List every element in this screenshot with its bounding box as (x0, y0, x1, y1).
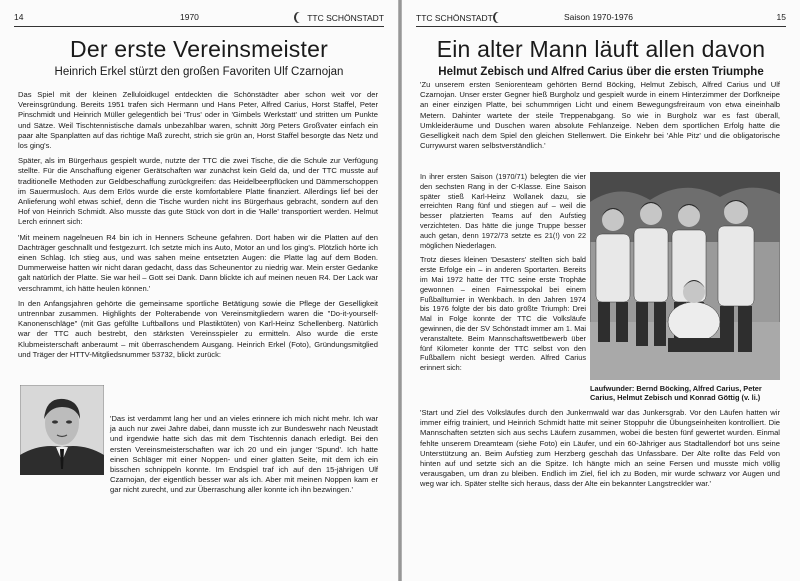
left-paragraph-4: In den Anfangsjahren gehörte die gemeinsame sportliche Betätigung sowie die Pflege der Geselligkeit untrennbar zusammen. Highlights der Polterabende von Vereinsmitgliedern waren die "Do-it-yourself-Kanonenschläge" (mit Gas gefüllte Luftballons und Plastiktüten) von Karl-Heinz Schellenberg. Natürlich war der TTC auch bestrebt, den stärksten Vereinsspieler zu ermitteln. Also wurde die erste Klubmeisterschaft anberaumt – mit überraschendem Ausgang. Heinrich Erkel (Foto), Gründungsmitglied und Träger der HTTV-Mitgliedsnummer 53732, blickt zurück: (18, 298, 378, 359)
left-header-brand (296, 12, 384, 23)
right-header-brand (416, 12, 506, 23)
left-page (0, 0, 398, 581)
right-page-number: 15 (776, 12, 786, 22)
right-header-brand-text: TTC SCHÖNSTADT (416, 13, 493, 23)
left-paragraph-4-start (18, 299, 378, 360)
right-article-title: Ein alter Mann läuft allen davon (436, 36, 766, 62)
right-header (416, 12, 786, 26)
right-paragraph-3: Trotz dieses kleinen 'Desasters' stellten sich bald erste Erfolge ein – in anderen Sportarten. Bereits im Mai 1972 hatte der TTC seine erste Trophäe gewonnen – einen Fairnesspokal bei einem Fußballturnier in Wenkbach. In den Jahren 1974 bis 1976 folgte der bis dato größte Triumph: Drei Mal in Folge konnte der TTC die Volksläufe gewinnen, die der SV Schönstadt immer am 1. Mai veranstaltete. Beim Mannschaftswettbewerb über fünf Kilometer konnte der TTC selbst von den Fußballern nicht besiegt werden. Alfred Carius erinnert sich: (420, 255, 586, 373)
left-article-body-bottom (110, 414, 378, 501)
crescent-moon-icon (296, 12, 305, 23)
crescent-moon-icon (495, 12, 504, 23)
left-header-brand-text: TTC SCHÖNSTADT (307, 13, 384, 23)
left-header (14, 12, 384, 26)
right-paragraph-1: 'Zu unserem ersten Seniorenteam gehörten Bernd Böcking, Helmut Zebisch, Alfred Carius und Ulf Czarnojan. Unser erster Gegner hieß Burgholz und gespielt wurde in einem Hinterzimmer der Dorfkneipe an einer einzigen Platte, bei schummrigen Licht und einem Bewegungsfreiraum von etwa eineinhalb Metern. Dahinter wartete der steile Treppenabgang. So wie in Burgholz war es fast überall, Umkleideräume und Duschen waren absolute Fehlanzeige. Neben dem sportlichen Erfolg hatte die Geselligkeit nach dem Spiel den gleichen Stellenwert. Die Einkehr bei 'Ahle Pitz' und die obligatorische Currywurst waren selbstverständlich.' (420, 80, 780, 151)
right-article-body-bottom (420, 408, 780, 495)
left-article-title: Der erste Vereinsmeister (70, 36, 328, 62)
erkel-portrait-photo (20, 385, 104, 475)
right-paragraph-4: 'Start und Ziel des Volksläufes durch den Junkernwald war das Junkersgrab. Vor den Läufen hatten wir immer eifrig trainiert, und Heinrich Schmidt hatte mit seiner Stoppuhr die Übungseinheiten kontrolliert. Die Mannschaften setzten sich aus sechs Läufern zusammen, wobei die besten fünf gewertet wurden. Einmal fehlte unserem Dreamteam (siehe Foto) ein Läufer, und ein 60-Jähriger aus Stadtallendorf bot uns seine Unterstützung an. Beim Aufstieg zum Herzberg geschah das Unfassbare. Der Alte rollte das Feld von hinten auf und setzte sich an die Spitze. Ich hängte mich an seine Fersen und musste mich völlig verausgaben, um dran zu bleiben. Endlich im Ziel, fiel ich zu Boden, mir wurde schwarz vor Augen und weg war ich. Später stellte sich heraus, dass der Alte ein bekannter Langstreckler war.' (420, 408, 780, 489)
team-runners-photo (590, 172, 780, 380)
right-article-body-column (420, 172, 586, 378)
left-article-body-top (18, 90, 378, 360)
team-photo-illustration (590, 172, 780, 380)
right-article-body-top (420, 80, 780, 156)
left-header-year: 1970 (180, 12, 199, 22)
left-page-number: 14 (14, 12, 24, 22)
left-paragraph-1: Das Spiel mit der kleinen Zelluloidkugel entdeckten die Schönstädter aber schon weit vor der Vereinsgründung. Bereits 1951 trafen sich Hermann und Hans Peter, Alfred Carius, Horst Staffel, Peter Pinschmidt und Heinrich Müller gelegentlich bei 'Trus' oder in 'Gimbels Werkstatt' und stritten um Punkte und Sätze. Weil Tischtennistische damals unbezahlbar waren, schnitt Jörg Peters Großvater einfach ein paar alte Spanplatten auf das richtige Maß zurecht, strich sie grün an, Horst Staffel besorgte das Netz und los ging's. (18, 90, 378, 151)
right-page (402, 0, 800, 581)
left-paragraph-2: Später, als im Bürgerhaus gespielt wurde, nutzte der TTC die zwei Tische, die die Schule zur Verfügung stellte. Für die Anschaffung eigener Gerätschaften war zunächst kein Geld da, und der TTC musste auf traditionelle Methoden zur Geldbeschaffung zurückgreifen: das Heidelbeerpflücken und Dämmerschoppen im Sauermusloch. Aus dem Erlös wurde die erste komfortablere Platte finanziert. Allerdings lief bei der Anlieferung wohl etwas schief, denn die Tische wurden nicht ins Bürgerhaus gebracht, sondern auf den Hof von Heinrich Schmidt. Also musste das gute Stück von dort in die 'Halle' transportiert werden. Helmut Lerch erinnert sich: (18, 156, 378, 227)
portrait-illustration (20, 385, 104, 475)
right-paragraph-2: In ihrer ersten Saison (1970/71) belegten die vier den sechsten Rang in der C-Klasse. Eine Saison später stieß Karl-Heinz Wollanek dazu, sie erreichten Rang fünf und stiegen auf – weil die besser platzierten Teams auf den Aufstieg verzichteten. Das hätte die junge Truppe besser auch getan, denn 1972/73 setzte es 21(!) von 22 möglichen Niederlagen. (420, 172, 586, 250)
left-paragraph-5: 'Das ist verdammt lang her und an vieles erinnere ich mich nicht mehr. Ich war ja auch nur zwei Jahre dabei, dann musste ich zur Bundeswehr nach Neustadt und irgendwie hatte sich das mit dem Tischtennis danach erledigt. Bei den ersten Vereinsmeisterschaften war ich 20 und ein junger 'Spund'. Ich hatte einen Schläger mit einer Noppen- und einer glatten Seite, mit dem ich ein bisschen schnippeln konnte. Im Endspiel traf ich auf den 15-jährigen Ulf Czarnojan, der eigentlich besser war als ich. Aber mit meinen Noppen kam er gar nicht zurecht, und zur Überraschung aller konnte ich ihn bezwingen.' (110, 414, 378, 495)
left-paragraph-3: 'Mit meinem nagelneuen R4 bin ich in Henners Scheune gefahren. Dort haben wir die Platten auf den Dachträger geschnallt und festgezurrt. Ich setzte mich ins Auto, Motor an und los ging's. Plötzlich hörte ich einen Schlag. Ich stieg aus, und was sahen meine entsetzten Augen: die Platte lag auf dem Boden. Dummerweise hatten wir nicht daran gedacht, dass das Scheunentor zu niedrig war. Mein erster Gedanke galt natürlich der Platte. Sie war heil – Gott sei Dank. Dann blickte ich auf meinen neuen R4. Der Lack war verschrammt, ich hätte heulen können.' (18, 232, 378, 293)
right-article-subtitle: Helmut Zebisch und Alfred Carius über die ersten Triumphe (438, 66, 764, 78)
left-article-subtitle: Heinrich Erkel stürzt den großen Favoriten Ulf Czarnojan (54, 66, 344, 78)
left-header-rule (14, 26, 384, 27)
team-photo-caption: Laufwunder: Bernd Böcking, Alfred Carius, Peter Carius, Helmut Zebisch und Konrad Göttig (v. li.) (590, 384, 762, 402)
right-header-rule (416, 26, 786, 27)
right-header-season: Saison 1970-1976 (564, 12, 634, 22)
